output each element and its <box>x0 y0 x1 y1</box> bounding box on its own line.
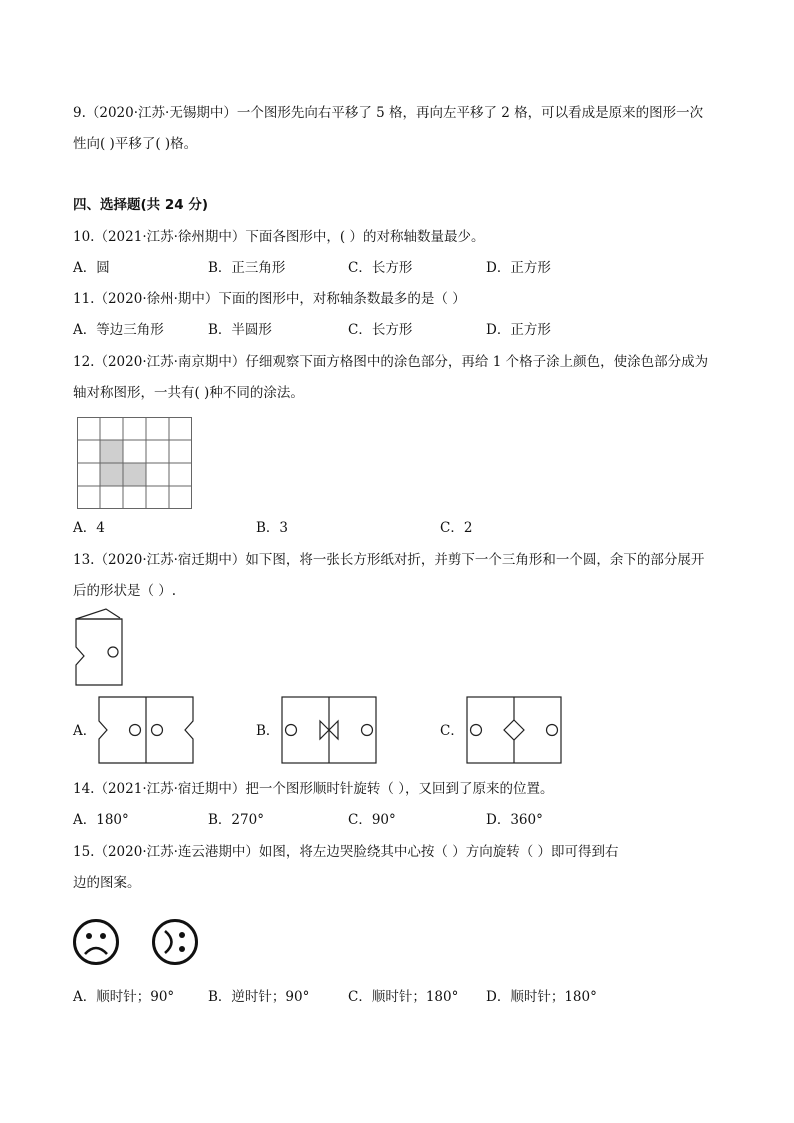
q14-option-a[interactable]: A．180° <box>73 812 129 828</box>
q14-stem: 14.（2021·江苏·宿迁期中）把一个图形顺时针旋转（ ），又回到了原来的位置。 <box>73 781 554 797</box>
q15-option-b[interactable]: B．逆时针；90° <box>208 989 310 1005</box>
q13-option-a-label[interactable]: A． <box>73 723 97 739</box>
q10-option-a[interactable]: A．圆 <box>73 260 110 276</box>
q10-option-d[interactable]: D．正方形 <box>486 260 551 276</box>
q11-stem: 11.（2020·徐州·期中）下面的图形中，对称轴条数最多的是（ ） <box>73 291 466 307</box>
q10-stem: 10.（2021·江苏·徐州期中）下面各图形中，( ）的对称轴数量最少。 <box>73 229 485 245</box>
q13-option-b-label[interactable]: B． <box>256 723 280 739</box>
q12-grid-figure <box>77 417 192 509</box>
q13-option-c-label[interactable]: C． <box>440 723 464 739</box>
q12-option-b[interactable]: B．3 <box>256 520 289 536</box>
q11-option-a[interactable]: A．等边三角形 <box>73 322 164 338</box>
q12-option-a[interactable]: A．4 <box>73 520 105 536</box>
q12-line1: 12.（2020·江苏·南京期中）仔细观察下面方格图中的涂色部分，再给 1 个格子涂上颜色，使涂色部分成为 <box>73 354 709 370</box>
q13-option-b-figure[interactable] <box>281 696 377 764</box>
q14-option-c[interactable]: C．90° <box>348 812 396 828</box>
q13-option-a-figure[interactable] <box>98 696 194 764</box>
q11-option-d[interactable]: D．正方形 <box>486 322 551 338</box>
q14-option-d[interactable]: D．360° <box>486 812 543 828</box>
q11-option-b[interactable]: B．半圆形 <box>208 322 272 338</box>
q13-line1: 13.（2020·江苏·宿迁期中）如下图，将一张长方形纸对折，并剪下一个三角形和一个圆，余下的部分展开 <box>73 552 705 568</box>
q15-option-c[interactable]: C．顺时针；180° <box>348 989 459 1005</box>
q10-option-c[interactable]: C．长方形 <box>348 260 413 276</box>
q15-crying-face-icon <box>72 918 120 966</box>
q12-line2: 轴对称图形，一共有( )种不同的涂法。 <box>73 385 304 401</box>
q15-line2: 边的图案。 <box>73 875 141 891</box>
section-title: 四、选择题(共 24 分) <box>73 197 209 213</box>
q9-line1: 9.（2020·江苏·无锡期中）一个图形先向右平移了 5 格，再向左平移了 2 格，可以看成是原来的图形一次 <box>73 105 704 121</box>
q15-option-d[interactable]: D．顺时针；180° <box>486 989 597 1005</box>
q10-option-b[interactable]: B．正三角形 <box>208 260 286 276</box>
q13-folded-paper-figure <box>74 607 124 687</box>
q9-line2: 性向( )平移了( )格。 <box>73 136 198 152</box>
q13-option-c-figure[interactable] <box>466 696 562 764</box>
q13-line2: 后的形状是（ ）. <box>73 583 177 599</box>
q11-option-c[interactable]: C．长方形 <box>348 322 413 338</box>
q14-option-b[interactable]: B．270° <box>208 812 264 828</box>
q15-line1: 15.（2020·江苏·连云港期中）如图，将左边哭脸绕其中心按（ ）方向旋转（ ）即可得到右 <box>73 844 619 860</box>
q15-rotated-face-icon <box>151 918 199 966</box>
q12-option-c[interactable]: C．2 <box>440 520 473 536</box>
q15-option-a[interactable]: A．顺时针；90° <box>73 989 175 1005</box>
